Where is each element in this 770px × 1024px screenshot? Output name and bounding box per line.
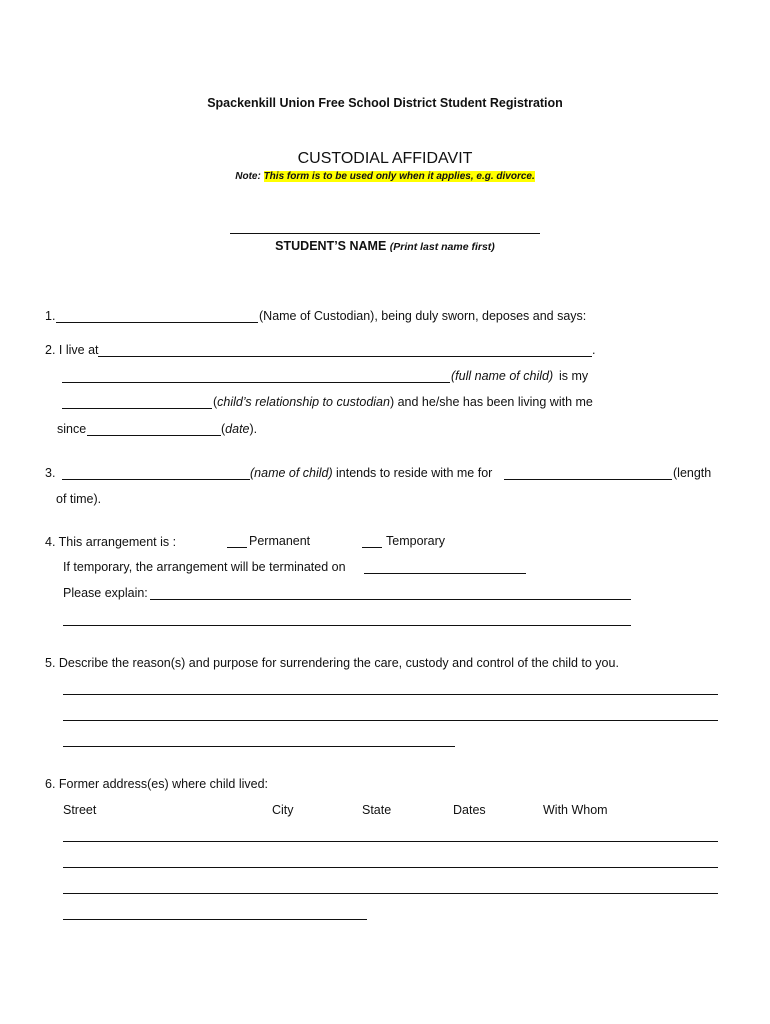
relationship-open: ( <box>213 395 218 409</box>
address-rows-field[interactable] <box>63 827 718 841</box>
student-name-field[interactable] <box>230 219 540 233</box>
district-title: Spackenkill Union Free School District Student Registration <box>207 96 563 110</box>
address-end: . <box>592 343 596 357</box>
reason-line-3[interactable] <box>63 746 455 747</box>
date-label: date <box>225 422 250 436</box>
full-name-label: (full name of child) <box>451 369 554 383</box>
item2-live-prefix: 2. I live at <box>45 343 99 357</box>
length-field[interactable] <box>504 465 672 479</box>
full-name-line <box>62 382 450 383</box>
date-tail: ). <box>249 422 258 436</box>
since-line <box>87 435 221 436</box>
item4-prefix: 4. This arrangement is : <box>45 535 177 549</box>
student-name-label: STUDENT’S NAME <box>275 239 387 253</box>
temporary-checkbox[interactable] <box>362 547 382 548</box>
terminated-field[interactable] <box>364 559 526 573</box>
date-open: ( <box>221 422 226 436</box>
is-my-text: is my <box>559 369 589 383</box>
address-row-line-1[interactable] <box>63 841 718 842</box>
child-name-field[interactable] <box>62 465 250 479</box>
reason-field[interactable] <box>63 680 718 694</box>
length-line <box>504 479 672 480</box>
temporary-label: Temporary <box>386 534 446 548</box>
relationship-tail: ) and he/she has been living with me <box>389 395 593 409</box>
date-caption <box>221 422 257 437</box>
student-name-caption <box>0 239 770 255</box>
intends-text: intends to reside with me for <box>336 466 493 480</box>
item1-text: (Name of Custodian), being duly sworn, deposes and says: <box>259 309 587 323</box>
explain-field[interactable] <box>150 585 631 599</box>
note-label: Note: <box>235 171 261 182</box>
reason-line-2[interactable] <box>63 720 718 721</box>
permanent-checkbox[interactable] <box>227 547 247 548</box>
relationship-label: child’s relationship to custodian <box>217 395 390 409</box>
item3-number: 3. <box>45 466 56 480</box>
custodian-line <box>56 322 258 323</box>
full-name-field[interactable] <box>62 368 450 382</box>
relationship-line <box>62 408 212 409</box>
student-name-line <box>230 233 540 234</box>
child-name-line <box>62 479 250 480</box>
since-text: since <box>57 422 87 436</box>
child-name-label: (name of child) <box>250 466 333 480</box>
item6-text: 6. Former address(es) where child lived: <box>45 777 268 791</box>
column-city: City <box>272 803 294 817</box>
address-row-line-4[interactable] <box>63 919 367 920</box>
relationship-caption <box>213 395 593 410</box>
length-label: (length <box>673 466 712 480</box>
explain-label: Please explain: <box>63 586 148 600</box>
column-dates: Dates <box>453 803 486 817</box>
custodian-field[interactable] <box>56 308 258 322</box>
note <box>0 171 770 183</box>
explain-line-1 <box>150 599 631 600</box>
reason-line-1[interactable] <box>63 694 718 695</box>
column-state: State <box>362 803 392 817</box>
column-with-whom: With Whom <box>543 803 608 817</box>
terminated-text: If temporary, the arrangement will be terminated on <box>63 560 346 574</box>
of-time-text: of time). <box>56 492 102 506</box>
address-row-line-3[interactable] <box>63 893 718 894</box>
relationship-field[interactable] <box>62 394 212 408</box>
address-line <box>98 356 592 357</box>
terminated-line <box>364 573 526 574</box>
since-date-field[interactable] <box>87 421 221 435</box>
note-text: This form is to be used only when it applies, e.g. divorce. <box>263 171 535 182</box>
address-field[interactable] <box>98 342 592 356</box>
item5-text: 5. Describe the reason(s) and purpose for surrendering the care, custody and control of the child to you. <box>45 656 619 670</box>
address-row-line-2[interactable] <box>63 867 718 868</box>
form-title: CUSTODIAL AFFIDAVIT <box>297 150 473 167</box>
item1-number: 1. <box>45 309 56 323</box>
student-name-hint: (Print last name first) <box>389 241 495 253</box>
explain-line-2[interactable] <box>63 625 631 626</box>
permanent-label: Permanent <box>249 534 311 548</box>
column-street: Street <box>63 803 97 817</box>
